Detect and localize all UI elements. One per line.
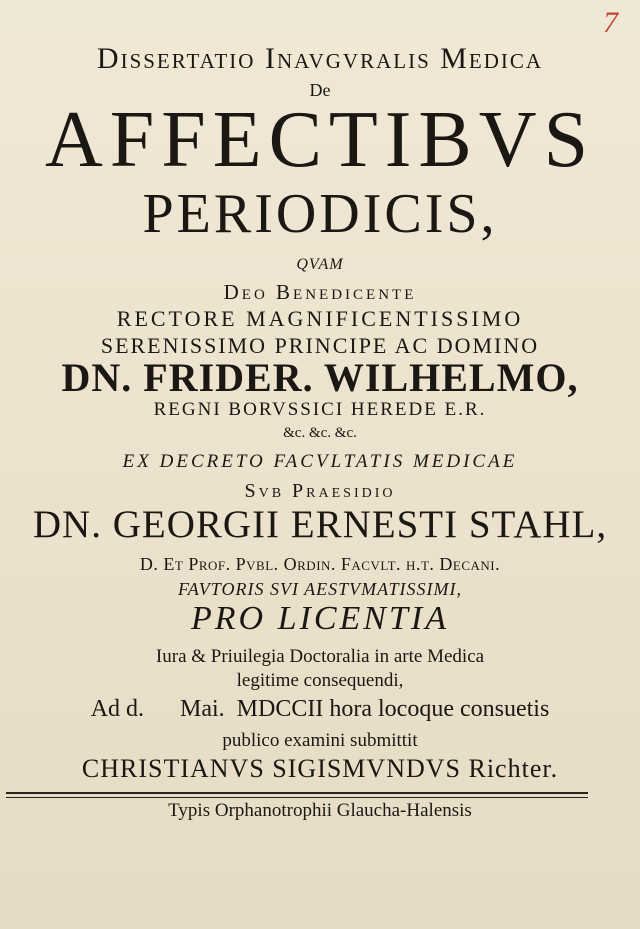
frider-wilhelmo-line: DN. FRIDER. WILHELMO, [61,355,579,400]
rectore-line: RECTORE MAGNIFICENTISSIMO [116,306,524,331]
professor-line: D. Et Prof. Pvbl. Ordin. Facvlt. h.t. Decani. [139,554,501,574]
regni-line: REGNI BORVSSICI HEREDE E.R. [153,399,487,420]
quam-line: QVAM [296,256,344,273]
imprint-rule-top [6,792,588,794]
serenissimo-line: SERENISSIMO PRINCIPE AC DOMINO [100,333,540,358]
stahl-line: DN. GEORGII ERNESTI STAHL, [32,503,608,546]
imprint-line: Typis Orphanotrophii Glaucha-Halensis [168,800,472,821]
deo-benedicente: Deo Benedicente [223,280,417,304]
author-line: CHRISTIANVS SIGISMVNDVS Richter. [81,754,559,783]
iura-line: Iura & Priuilegia Doctoralia in arte Medica [155,646,485,667]
legitime-line: legitime consequendi, [236,670,404,691]
examini-line: publico examini submittit [222,730,418,751]
subtitle: PERIODICIS, [142,183,498,245]
praesidio-line: Svb Praesidio [244,480,396,502]
page-number: 7 [603,6,618,39]
preposition-de: De [309,80,331,100]
date-line: Ad d. Mai. MDCCII hora locoque consuetis [90,696,550,722]
licentia-line: PRO LICENTIA [191,600,449,637]
main-title: AFFECTIBVS [44,96,596,184]
imprint-rule-bottom [6,797,588,798]
etc-line: &c. &c. &c. [283,425,357,441]
dissertation-heading: Dissertatio Inavgvralis Medica [96,42,544,75]
decreto-line: EX DECRETO FACVLTATIS MEDICAE [122,451,518,472]
fautoris-line: FAVTORIS SVI AESTVMATISSIMI, [178,579,462,599]
